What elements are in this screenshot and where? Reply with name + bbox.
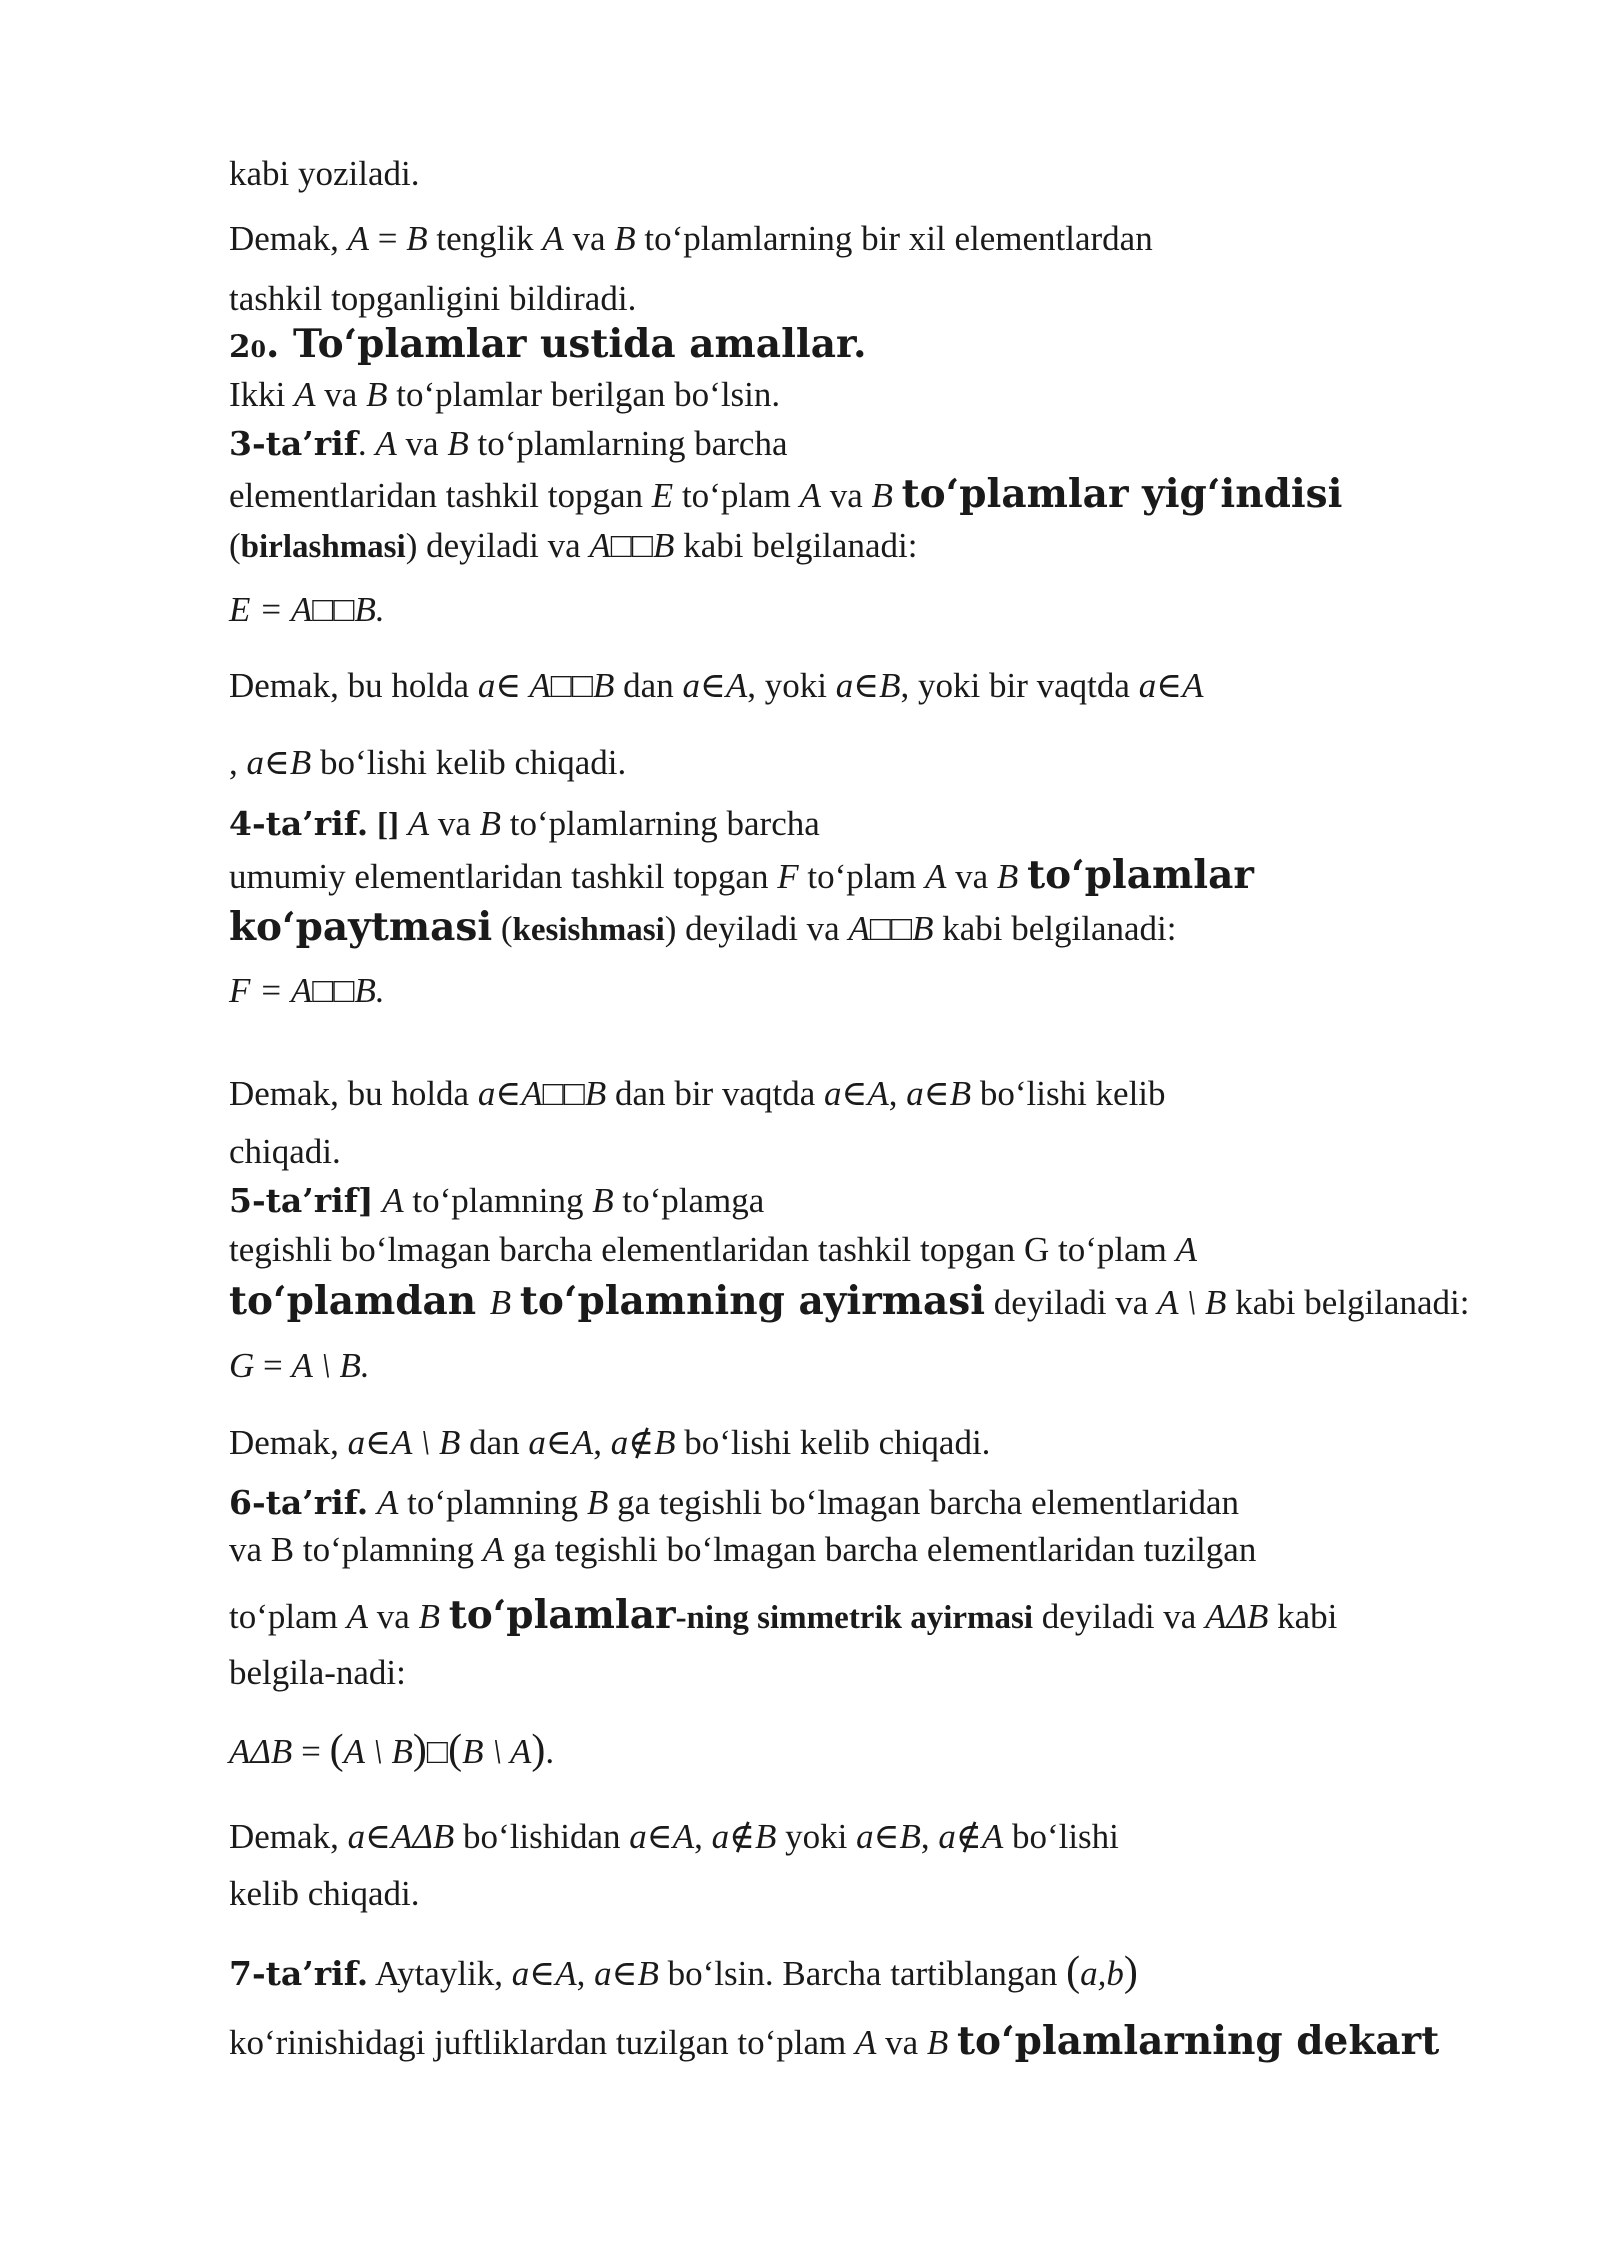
- text-line: elementlaridan tashkil topgan E to‘plam A va B to‘plamlar yig‘indisi: [229, 471, 1343, 517]
- text-line: tegishli bo‘lmagan barcha elementlaridan tashkil topgan G to‘plam A: [229, 1230, 1198, 1269]
- text-line: tashkil topganligini bildiradi.: [229, 279, 637, 318]
- text-line: Demak, bu holda a∈ A□□B dan a∈A, yoki a∈B, yoki bir vaqtda a∈A: [229, 666, 1204, 705]
- text-line: Demak, a∈A \ B dan a∈A, a∉B bo‘lishi kelib chiqadi.: [229, 1423, 991, 1462]
- text-line: to‘plamdan B to‘plamning ayirmasi deyiladi va A \ B kabi belgilanadi:: [229, 1278, 1470, 1324]
- text-line: kelib chiqadi.: [229, 1874, 420, 1913]
- text-line: Demak, bu holda a∈A□□B dan bir vaqtda a∈A, a∈B bo‘lishi kelib: [229, 1074, 1166, 1113]
- definition-6: 6-ta’rif. A to‘plamning B ga tegishli bo‘lmagan barcha elementlaridan: [229, 1483, 1240, 1522]
- text-line: to‘plam A va B to‘plamlar-ning simmetrik ayirmasi deyiladi va AΔB kabi: [229, 1592, 1338, 1638]
- definition-7: 7-ta’rif. Aytaylik, a∈A, a∈B bo‘lsin. Barcha tartiblangan (a,b): [229, 1949, 1138, 1995]
- definition-4: 4-ta’rif. [] A va B to‘plamlarning barcha: [229, 804, 820, 843]
- formula: G = A \ B.: [229, 1346, 370, 1385]
- formula: E = A□□B.: [229, 590, 385, 629]
- text-line: va B to‘plamning A ga tegishli bo‘lmagan barcha elementlaridan tuzilgan: [229, 1530, 1257, 1569]
- text-line: chiqadi.: [229, 1132, 341, 1171]
- text-line: kabi yoziladi.: [229, 154, 420, 193]
- text-line: Ikki A va B to‘plamlar berilgan bo‘lsin.: [229, 375, 781, 414]
- text-line: (birlashmasi) deyiladi va A□□B kabi belgilanadi:: [229, 526, 918, 565]
- text-line: Demak, A = B tenglik A va B to‘plamlarning bir xil elementlardan: [229, 219, 1153, 258]
- text-line: umumiy elementlaridan tashkil topgan F to‘plam A va B to‘plamlar: [229, 852, 1254, 898]
- text-line: ko‘paytmasi (kesishmasi) deyiladi va A□□B kabi belgilanadi:: [229, 904, 1177, 950]
- formula: AΔB = (A \ B)□(B \ A).: [229, 1727, 555, 1773]
- definition-5: 5-ta’rif] A to‘plamning B to‘plamga: [229, 1181, 765, 1220]
- section-heading: 20. To‘plamlar ustida amallar.: [229, 321, 867, 367]
- formula: F = A□□B.: [229, 971, 385, 1010]
- text-line: , a∈B bo‘lishi kelib chiqadi.: [229, 743, 627, 782]
- text-line: ko‘rinishidagi juftliklardan tuzilgan to‘plam A va B to‘plamlarning dekart: [229, 2018, 1440, 2064]
- definition-3: 3-ta’rif. A va B to‘plamlarning barcha: [229, 424, 788, 463]
- text-line: Demak, a∈AΔB bo‘lishidan a∈A, a∉B yoki a∈B, a∉A bo‘lishi: [229, 1817, 1119, 1856]
- text-line: belgila-nadi:: [229, 1653, 406, 1692]
